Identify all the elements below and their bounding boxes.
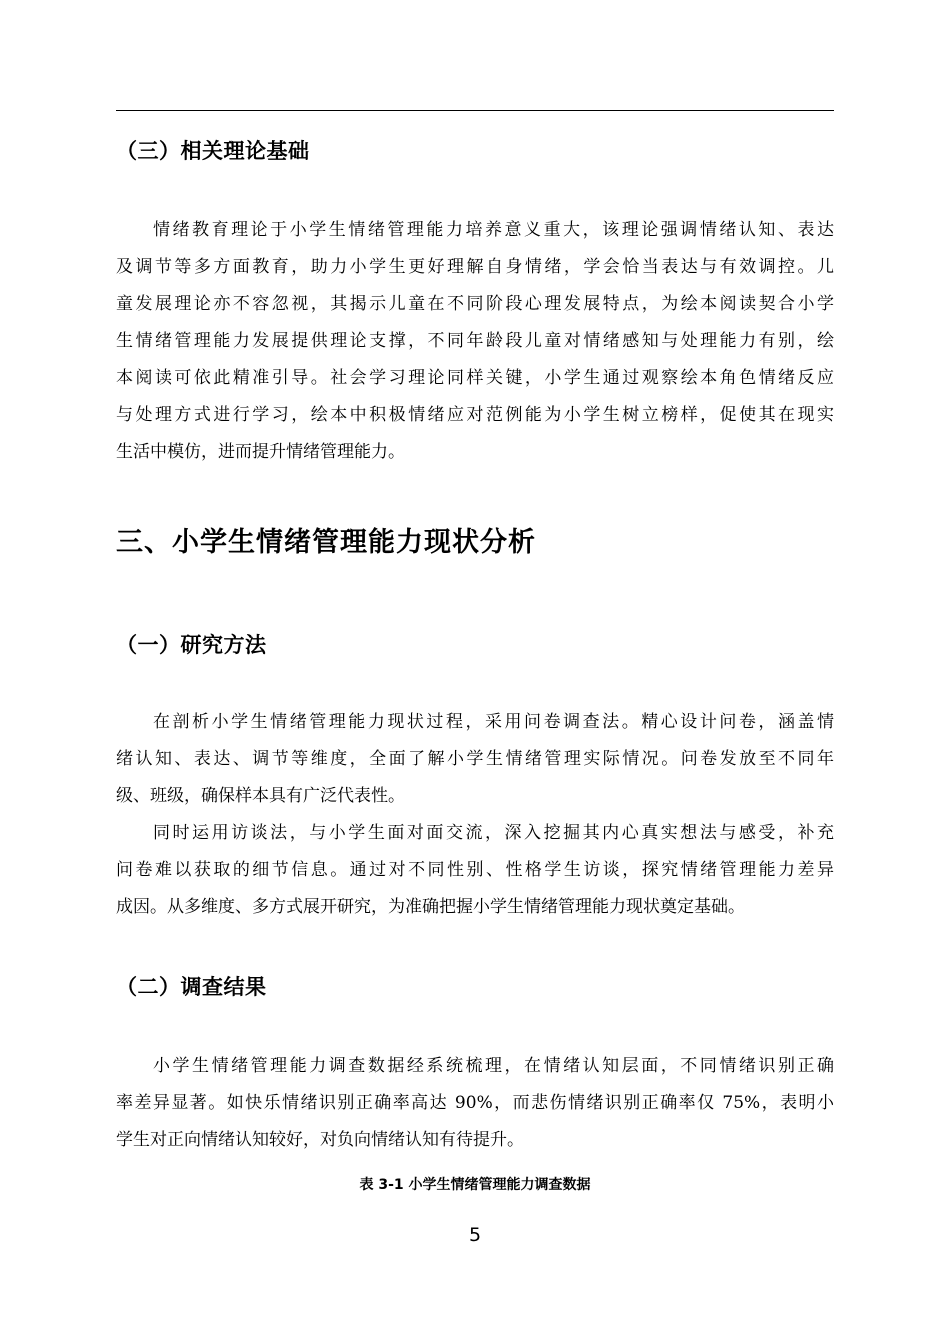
text-line: 及调节等多方面教育，助力小学生更好理解自身情绪，学会恰当表达与有效调控。儿 xyxy=(116,257,834,277)
paragraph-theory xyxy=(116,212,834,471)
section-heading-results: （二）调查结果 xyxy=(116,975,267,999)
text-line: 成因。从多维度、多方式展开研究，为准确把握小学生情绪管理能力现状奠定基础。 xyxy=(116,897,745,917)
text-line: 同时运用访谈法，与小学生面对面交流，深入挖掘其内心真实想法与感受，补充 xyxy=(153,823,834,843)
section-heading-method: （一）研究方法 xyxy=(116,633,267,657)
text-line: 绪认知、表达、调节等维度，全面了解小学生情绪管理实际情况。问卷发放至不同年 xyxy=(116,749,834,769)
text-line: 生活中模仿，进而提升情绪管理能力。 xyxy=(116,442,405,462)
text-line: 童发展理论亦不容忽视，其揭示儿童在不同阶段心理发展特点，为绘本阅读契合小学 xyxy=(116,294,834,314)
text-line: 率差异显著。如快乐情绪识别正确率高达 90%，而悲伤情绪识别正确率仅 75%，表明小 xyxy=(116,1093,834,1113)
section-heading-theory: （三）相关理论基础 xyxy=(116,139,310,163)
text-line: 情绪教育理论于小学生情绪管理能力培养意义重大，该理论强调情绪认知、表达 xyxy=(153,220,834,240)
paragraph-method-1 xyxy=(116,704,834,815)
text-line: 在剖析小学生情绪管理能力现状过程，采用问卷调查法。精心设计问卷，涵盖情 xyxy=(153,712,834,732)
page-number: 5 xyxy=(468,1224,482,1246)
text-line: 问卷难以获取的细节信息。通过对不同性别、性格学生访谈，探究情绪管理能力差异 xyxy=(116,860,834,880)
text-line: 与处理方式进行学习，绘本中积极情绪应对范例能为小学生树立榜样，促使其在现实 xyxy=(116,405,834,425)
table-caption: 表 3-1 小学生情绪管理能力调查数据 xyxy=(359,1177,591,1193)
header-rule xyxy=(116,110,834,111)
text-line: 生情绪管理能力发展提供理论支撑，不同年龄段儿童对情绪感知与处理能力有别，绘 xyxy=(116,331,834,351)
chapter-heading: 三、小学生情绪管理能力现状分析 xyxy=(116,527,536,558)
text-line: 级、班级，确保样本具有广泛代表性。 xyxy=(116,786,405,806)
paragraph-method-2 xyxy=(116,815,834,926)
text-line: 学生对正向情绪认知较好，对负向情绪认知有待提升。 xyxy=(116,1130,524,1150)
text-line: 本阅读可依此精准引导。社会学习理论同样关键，小学生通过观察绘本角色情绪反应 xyxy=(116,368,834,388)
paragraph-results xyxy=(116,1048,834,1159)
text-line: 小学生情绪管理能力调查数据经系统梳理，在情绪认知层面，不同情绪识别正确 xyxy=(153,1056,834,1076)
